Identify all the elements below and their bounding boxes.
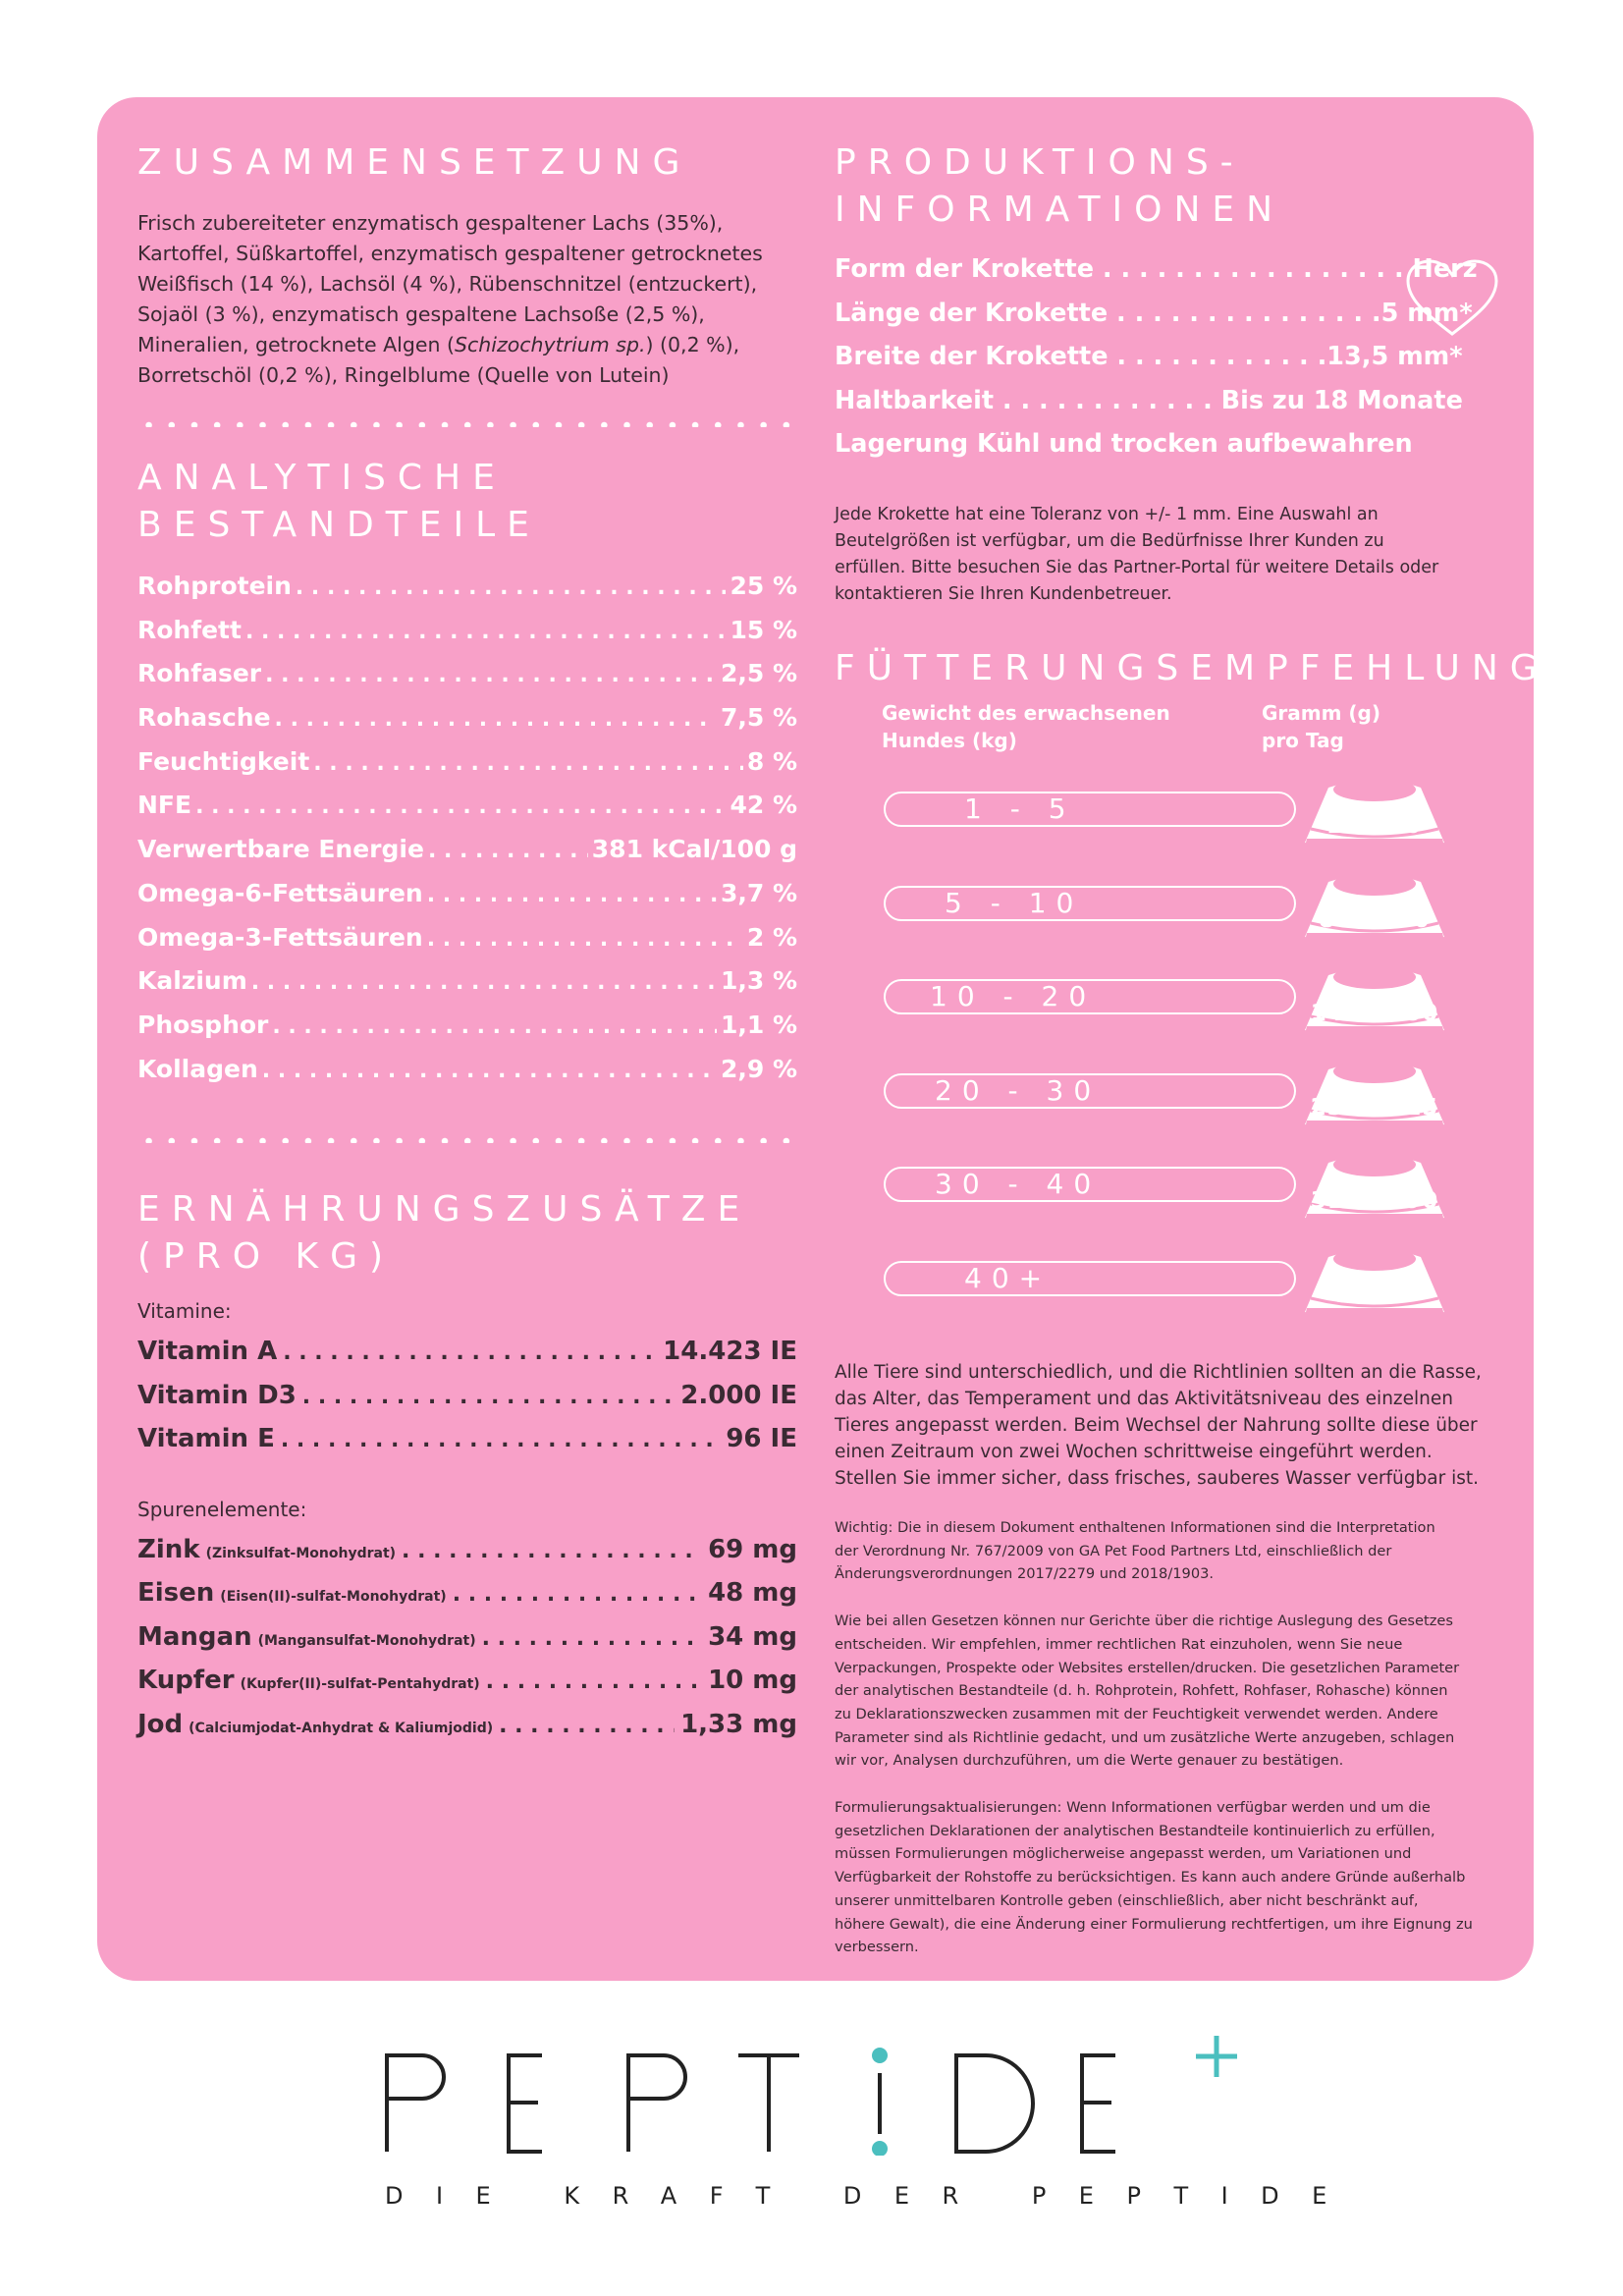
analytic-row bbox=[137, 652, 797, 696]
feeding-weight-bar bbox=[884, 792, 1296, 827]
additives-title bbox=[137, 1186, 797, 1281]
legal-line: Verfügbarkeit der Rohstoffe zu berücksichtigen. Es kann auch andere Gründe außerhalb bbox=[835, 1869, 1466, 1886]
legal-line: Wichtig: Die in diesem Dokument enthaltenen Informationen sind die Interpretation bbox=[835, 1519, 1435, 1536]
vitamin-row bbox=[137, 1417, 797, 1461]
brand-plus-icon bbox=[1194, 2034, 1239, 2079]
vitamin-value: 14.423 IE bbox=[663, 1337, 797, 1367]
analytic-value: 42 % bbox=[730, 791, 797, 820]
feeding-weight-bar bbox=[884, 1167, 1296, 1202]
trace-heading: Spurenelemente: bbox=[137, 1497, 307, 1521]
trace-table bbox=[137, 1528, 797, 1747]
dot-leader bbox=[427, 874, 717, 918]
composition-text bbox=[137, 208, 797, 391]
trace-row bbox=[137, 1528, 797, 1572]
analytic-value: 8 % bbox=[746, 746, 797, 776]
analytic-row bbox=[137, 959, 797, 1004]
trace-compound: (Eisen(II)-sulfat-Monohydrat) bbox=[220, 1589, 447, 1606]
dotted-divider bbox=[137, 421, 797, 427]
analytic-label: Phosphor bbox=[137, 1010, 269, 1039]
legal-line: verbessern. bbox=[835, 1939, 919, 1956]
analytic-label: Verwertbare Energie bbox=[137, 835, 424, 864]
analytic-label: Rohfaser bbox=[137, 659, 262, 688]
dotted-divider bbox=[137, 1137, 797, 1143]
dot-leader bbox=[427, 918, 743, 962]
feeding-grams-value: 390 + bbox=[1334, 1282, 1415, 1308]
dot-leader bbox=[281, 1419, 720, 1463]
analytic-label: Kalzium bbox=[137, 966, 247, 996]
vitamin-value: 2.000 IE bbox=[680, 1380, 797, 1410]
dot-leader bbox=[499, 1705, 675, 1749]
trace-label: Jod bbox=[137, 1709, 184, 1739]
feeding-weight-bar bbox=[884, 979, 1296, 1014]
composition-text-part: Mineralien, getrocknete Algen ( bbox=[137, 333, 455, 356]
vitamin-row bbox=[137, 1374, 797, 1418]
analytic-label: Omega-3-Fettsäuren bbox=[137, 922, 423, 952]
feeding-weight-value: 40+ bbox=[964, 1261, 1053, 1294]
trace-compound: (Calciumjodat-Anhydrat & Kaliumjodid) bbox=[189, 1720, 494, 1736]
analytic-row bbox=[137, 565, 797, 609]
analytic-value: 25 % bbox=[730, 572, 797, 600]
feeding-weight-bar bbox=[884, 1073, 1296, 1109]
legal-line: der analytischen Bestandteile (d. h. Rohprotein, Rohfett, Rohfaser, Rohasche) können bbox=[835, 1682, 1448, 1700]
analytic-value: 2,9 % bbox=[720, 1054, 797, 1083]
dot-leader bbox=[272, 1006, 717, 1050]
food-bowl-icon bbox=[1301, 956, 1448, 1040]
feeding-weight-value: 1 - 5 bbox=[964, 793, 1076, 825]
legal-paragraph bbox=[835, 1796, 1512, 1959]
legal-line: unserer unmittelbaren Kontrolle geben (einschließlich, aber nicht beschränkt auf, bbox=[835, 1891, 1419, 1909]
feeding-grams-value: 140 - 230 bbox=[1310, 1001, 1439, 1026]
production-note-line: kontaktieren Sie Ihren Kundenbetreuer. bbox=[835, 583, 1172, 604]
analytic-title bbox=[137, 455, 797, 549]
legal-paragraph bbox=[835, 1610, 1512, 1773]
dot-leader bbox=[283, 1332, 657, 1376]
legal-line: Änderungsverordnungen 2017/2279 und 2018/1903. bbox=[835, 1565, 1215, 1583]
analytic-row bbox=[137, 1048, 797, 1092]
additives-title-line: ERNÄHRUNGSZUSÄTZE bbox=[137, 1189, 752, 1230]
legal-line: zu Deklarationszwecken zusammen mit der Feuchtigkeit verwendet werden. Andere bbox=[835, 1705, 1438, 1722]
composition-line: Weißfisch (14 %), Lachsöl (4 %), Rübenschnitzel (entzuckert), bbox=[137, 272, 758, 296]
legal-line: der Verordnung Nr. 767/2009 von GA Pet Food Partners Ltd, einschließlich der bbox=[835, 1542, 1392, 1559]
legal-block bbox=[835, 1516, 1512, 1959]
trace-value: 48 mg bbox=[708, 1578, 797, 1609]
legal-paragraph bbox=[835, 1516, 1512, 1586]
trace-row bbox=[137, 1615, 797, 1660]
dot-leader bbox=[296, 567, 727, 611]
legal-line: Wie bei allen Gesetzen können nur Gerichte über die richtige Auslegung des Gesetzes bbox=[835, 1613, 1453, 1630]
composition-line: Kartoffel, Süßkartoffel, enzymatisch gespaltener getrocknetes bbox=[137, 242, 763, 265]
feeding-title: FÜTTERUNGSEMPFEHLUNG bbox=[835, 647, 1549, 688]
vitamin-label: Vitamin A bbox=[137, 1337, 278, 1367]
trace-label: Eisen bbox=[137, 1578, 215, 1609]
food-bowl-icon bbox=[1301, 1143, 1448, 1228]
production-row: Lagerung Kühl und trocken aufbewahren bbox=[835, 429, 1413, 459]
production-note-line: Jede Krokette hat eine Toleranz von +/- 1 mm. Eine Auswahl an bbox=[835, 504, 1379, 524]
dot-leader bbox=[486, 1661, 702, 1705]
legal-line: Formulierungsaktualisierungen: Wenn Informationen verfügbar werden und um die bbox=[835, 1799, 1431, 1817]
analytic-row bbox=[137, 696, 797, 740]
analytic-value: 2,5 % bbox=[720, 659, 797, 688]
food-bowl-icon bbox=[1301, 768, 1448, 852]
composition-line: Borretschöl (0,2 %), Ringelblume (Quelle von Lutein) bbox=[137, 363, 670, 387]
trace-label: Zink bbox=[137, 1534, 200, 1564]
production-row: Form der Krokette . . . . . . . . . . . . . . . . . Herz bbox=[835, 254, 1478, 284]
analytic-value: 3,7 % bbox=[720, 878, 797, 907]
food-bowl-icon bbox=[1301, 862, 1448, 947]
analytic-row bbox=[137, 916, 797, 960]
feeding-weight-value: 5 - 10 bbox=[945, 886, 1084, 919]
right-column bbox=[835, 137, 1549, 692]
analytic-value: 381 kCal/100 g bbox=[591, 835, 797, 864]
advice-line: einen Zeitraum von zwei Wochen schrittweise eingeführt werden. bbox=[835, 1442, 1433, 1462]
analytic-label: Omega-6-Fettsäuren bbox=[137, 878, 423, 907]
advice-line: Stellen Sie immer sicher, dass frisches, sauberes Wasser verfügbar ist. bbox=[835, 1468, 1479, 1489]
legal-line: gesetzlichen Deklarationen der analytischen Bestandteile kontinuierlich zu erfüllen, bbox=[835, 1822, 1435, 1839]
trace-row bbox=[137, 1703, 797, 1747]
analytic-label: Rohasche bbox=[137, 703, 271, 733]
legal-line: müssen Formulierungen möglicherweise angepasst werden, um Variationen und bbox=[835, 1845, 1412, 1863]
analytic-label: Feuchtigkeit bbox=[137, 746, 310, 776]
analytic-value: 1,3 % bbox=[720, 966, 797, 996]
production-row: Haltbarkeit . . . . . . . . . . . . Bis zu 18 Monate bbox=[835, 385, 1463, 415]
food-bowl-icon bbox=[1301, 1050, 1448, 1134]
legal-line: höhere Gewalt), die eine Änderung einer Formulierung rechtfertigen, um ihre Eignung zu bbox=[835, 1915, 1473, 1933]
production-note-line: Beutelgrößen ist verfügbar, um die Bedürfnisse Ihrer Kunden zu bbox=[835, 530, 1384, 551]
dot-leader bbox=[275, 698, 717, 742]
feeding-grams-value: 25 - 80 bbox=[1326, 813, 1423, 839]
legal-line: wir vor, Analysen durchzuführen, um die Werte genauer zu bestätigen. bbox=[835, 1752, 1344, 1770]
dot-leader bbox=[265, 654, 717, 698]
dot-leader bbox=[245, 611, 726, 655]
trace-compound: (Kupfer(II)-sulfat-Pentahydrat) bbox=[240, 1676, 480, 1693]
trace-value: 1,33 mg bbox=[680, 1709, 797, 1739]
analytic-title-line: BESTANDTEILE bbox=[137, 505, 541, 545]
analytic-label: Rohfett bbox=[137, 615, 242, 644]
advice-line: Alle Tiere sind unterschiedlich, und die Richtlinien sollten an die Rasse, bbox=[835, 1362, 1482, 1383]
composition-italic: Schizochytrium sp. bbox=[454, 333, 646, 356]
feeding-weight-bar bbox=[884, 886, 1296, 921]
dot-leader bbox=[302, 1376, 675, 1420]
analytic-row bbox=[137, 784, 797, 828]
trace-compound: (Zinksulfat-Monohydrat) bbox=[205, 1545, 397, 1561]
vitamins-table bbox=[137, 1330, 797, 1461]
composition-title: ZUSAMMENSETZUNG bbox=[137, 142, 692, 183]
feeding-weight-bar bbox=[884, 1261, 1296, 1296]
analytic-value: 1,1 % bbox=[720, 1010, 797, 1039]
heart-icon bbox=[1404, 257, 1500, 338]
feeding-grams-value: 80 - 140 bbox=[1319, 906, 1431, 933]
vitamin-row bbox=[137, 1330, 797, 1374]
additives-title-line: (PRO KG) bbox=[137, 1236, 396, 1278]
feeding-weight-value: 20 - 30 bbox=[935, 1073, 1102, 1107]
dot-leader bbox=[313, 742, 743, 787]
analytic-label: Kollagen bbox=[137, 1054, 258, 1083]
analytic-value: 2 % bbox=[746, 922, 797, 952]
analytic-row bbox=[137, 872, 797, 916]
dot-leader bbox=[195, 786, 726, 830]
vitamins-heading: Vitamine: bbox=[137, 1299, 232, 1324]
feeding-weight-value: 30 - 40 bbox=[935, 1168, 1102, 1200]
feeding-grams-header bbox=[1262, 699, 1380, 754]
advice-line: das Alter, das Temperament und das Aktivitätsniveau des einzelnen bbox=[835, 1389, 1453, 1409]
legal-line: entscheiden. Wir empfehlen, immer rechtlichen Rat einzuholen, wenn Sie neue bbox=[835, 1635, 1403, 1653]
composition-text-part: ) (0,2 %), bbox=[645, 333, 740, 356]
vitamin-label: Vitamin D3 bbox=[137, 1380, 297, 1410]
feeding-grams-value: 315 - 390 bbox=[1310, 1188, 1439, 1214]
analytic-label: Rohprotein bbox=[137, 572, 292, 600]
analytic-label: NFE bbox=[137, 791, 192, 820]
trace-label: Mangan bbox=[137, 1621, 252, 1652]
vitamin-label: Vitamin E bbox=[137, 1424, 275, 1454]
dot-leader bbox=[402, 1530, 702, 1574]
composition-line: Frisch zubereiteter enzymatisch gespaltener Lachs (35%), bbox=[137, 211, 724, 235]
analytic-value: 7,5 % bbox=[720, 703, 797, 733]
feeding-weight-value: 10 - 20 bbox=[930, 980, 1097, 1012]
analytic-row bbox=[137, 740, 797, 785]
production-row: Länge der Krokette . . . . . . . . . . . . . . .5 mm* bbox=[835, 298, 1473, 328]
food-bowl-icon bbox=[1301, 1237, 1448, 1322]
dot-leader bbox=[453, 1573, 702, 1617]
feeding-header-line: pro Tag bbox=[1262, 729, 1344, 752]
production-title-line: INFORMATIONEN bbox=[835, 190, 1285, 230]
production-row: Breite der Krokette . . . . . . . . . . . .13,5 mm* bbox=[835, 342, 1463, 371]
dot-leader bbox=[428, 830, 588, 874]
brand-logo bbox=[383, 2038, 1247, 2156]
feeding-header-line: Hundes (kg) bbox=[882, 729, 1017, 752]
analytic-table bbox=[137, 565, 797, 1091]
legal-line: Parameter sind als Richtlinie gedacht, und um zusätzliche Werte anzugeben, schlagen bbox=[835, 1728, 1455, 1746]
production-list bbox=[835, 247, 1492, 466]
analytic-row bbox=[137, 609, 797, 653]
feeding-grams-value: 230 - 315 bbox=[1310, 1094, 1439, 1121]
feeding-header-line: Gewicht des erwachsenen bbox=[882, 701, 1170, 725]
trace-row bbox=[137, 1571, 797, 1615]
production-title-line: PRODUKTIONS- bbox=[835, 142, 1245, 183]
dot-leader bbox=[251, 961, 717, 1006]
trace-value: 34 mg bbox=[708, 1621, 797, 1652]
dot-leader bbox=[262, 1050, 717, 1094]
trace-row bbox=[137, 1659, 797, 1703]
analytic-title-line: ANALYTISCHE bbox=[137, 458, 507, 498]
vitamin-value: 96 IE bbox=[726, 1424, 797, 1454]
composition-line bbox=[137, 330, 797, 360]
trace-label: Kupfer bbox=[137, 1666, 235, 1696]
trace-value: 69 mg bbox=[708, 1534, 797, 1564]
analytic-row bbox=[137, 828, 797, 872]
left-column bbox=[137, 137, 797, 1746]
trace-compound: (Mangansulfat-Monohydrat) bbox=[257, 1632, 476, 1649]
legal-line: Verpackungen, Prospekte oder Websites erstellen/drucken. Die gesetzlichen Parameter bbox=[835, 1659, 1460, 1676]
analytic-value: 15 % bbox=[730, 615, 797, 644]
production-note bbox=[835, 502, 1492, 608]
composition-line: Sojaöl (3 %), enzymatisch gespaltene Lachsoße (2,5 %), bbox=[137, 302, 705, 326]
production-note-line: erfüllen. Bitte besuchen Sie das Partner-Portal für weitere Details oder bbox=[835, 557, 1439, 577]
feeding-weight-header bbox=[882, 699, 1170, 754]
advice-line: Tieres angepasst werden. Beim Wechsel der Nahrung sollte diese über bbox=[835, 1415, 1478, 1436]
advice-block bbox=[835, 1359, 1502, 1492]
analytic-row bbox=[137, 1004, 797, 1048]
trace-value: 10 mg bbox=[708, 1666, 797, 1696]
feeding-header-line: Gramm (g) bbox=[1262, 701, 1381, 725]
brand-tagline: DIE KRAFT DER PEPTIDE bbox=[385, 2182, 1360, 2210]
dot-leader bbox=[482, 1617, 702, 1662]
production-title bbox=[835, 139, 1492, 234]
